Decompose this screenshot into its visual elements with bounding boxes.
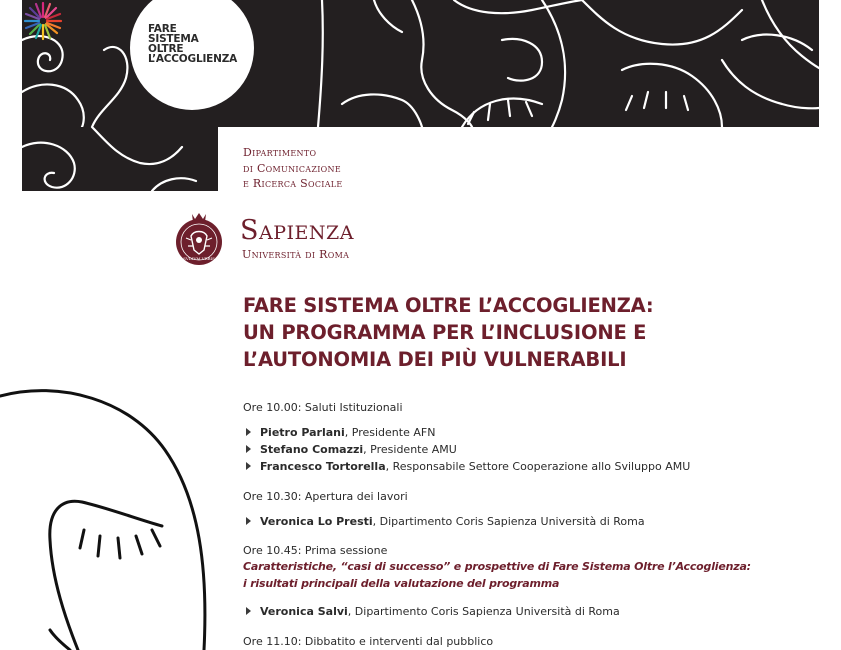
- logo-line: OLTRE: [148, 43, 184, 55]
- header-banner: [22, 0, 819, 127]
- speaker-item: [246, 426, 435, 439]
- closed-eye-face-illustration: [0, 380, 220, 650]
- bullet-arrow-icon: [246, 462, 251, 470]
- session-description: i risultati principali della valutazione del programma: [243, 577, 560, 590]
- speaker-item: [246, 605, 620, 618]
- speaker-role: , Presidente AFN: [344, 426, 436, 439]
- speaker-role: , Dipartimento Coris Sapienza Università di Roma: [372, 515, 645, 528]
- swirl-illustration: [22, 127, 218, 191]
- seal-text: SVDIVM VRBIS: [183, 256, 215, 261]
- university-name: Sapienza: [240, 215, 354, 246]
- bullet-arrow-icon: [246, 517, 251, 525]
- speaker-name: Stefano Comazzi: [260, 443, 364, 456]
- title-line: L’AUTONOMIA DEI PIÙ VULNERABILI: [243, 348, 627, 371]
- event-title: [243, 292, 654, 373]
- schedule-time: Ore 11.10: Dibbatito e interventi dal pubblico: [243, 635, 494, 648]
- department-name: [243, 145, 343, 192]
- speaker-role: , Dipartimento Coris Sapienza Università di Roma: [347, 605, 620, 618]
- header-banner-extension: [22, 127, 218, 191]
- speaker-item: [246, 515, 645, 528]
- sapienza-seal-icon: [174, 210, 224, 268]
- session-description: Caratteristiche, “casi di successo” e prospettive di Fare Sistema Oltre l’Accoglienza:: [243, 560, 751, 573]
- speaker-role: , Presidente AMU: [363, 443, 457, 456]
- speaker-item: [246, 443, 457, 456]
- bullet-arrow-icon: [246, 445, 251, 453]
- bullet-arrow-icon: [246, 428, 251, 436]
- speaker-name: Pietro Parlani: [260, 426, 345, 439]
- speaker-name: Veronica Lo Presti: [260, 515, 373, 528]
- title-line: FARE SISTEMA OLTRE L’ACCOGLIENZA:: [243, 294, 654, 317]
- schedule-time: Ore 10.30: Apertura dei lavori: [243, 490, 408, 503]
- speaker-role: , Responsabile Settore Cooperazione allo Sviluppo AMU: [385, 460, 691, 473]
- schedule-time: Ore 10.00: Saluti Istituzionali: [243, 401, 403, 414]
- colorful-burst-icon: [22, 0, 64, 42]
- department-line: di Comunicazione: [243, 161, 341, 175]
- department-line: e Ricerca Sociale: [243, 177, 343, 190]
- university-subtitle: Università di Roma: [242, 248, 350, 261]
- title-line: UN PROGRAMMA PER L’INCLUSIONE E: [243, 321, 647, 344]
- logo-line: SISTEMA: [148, 33, 199, 45]
- fare-sistema-logo: [148, 24, 237, 64]
- schedule-time: Ore 10.45: Prima sessione: [243, 544, 388, 557]
- bullet-arrow-icon: [246, 607, 251, 615]
- department-line: Dipartimento: [243, 146, 317, 159]
- logo-line: L’ACCOGLIENZA: [148, 53, 238, 65]
- logo-line: FARE: [148, 23, 177, 35]
- speaker-name: Francesco Tortorella: [260, 460, 386, 473]
- speaker-item: [246, 460, 690, 473]
- speaker-name: Veronica Salvi: [260, 605, 348, 618]
